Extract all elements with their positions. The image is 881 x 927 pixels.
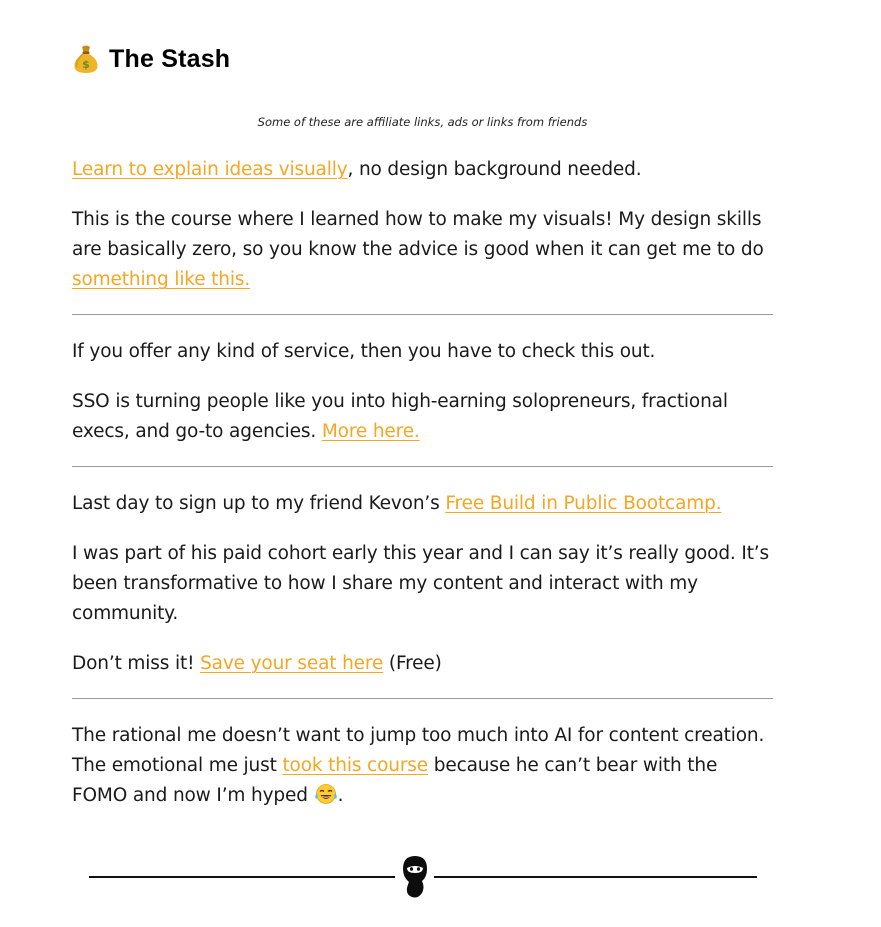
section-title-text: The Stash — [109, 44, 231, 73]
offer-3-cta — [72, 649, 777, 679]
learn-visual-ideas-link[interactable]: Learn to explain ideas visually — [72, 159, 348, 180]
ninja-mask-icon — [400, 855, 430, 899]
offer-1-lead-text: , no design background needed. — [347, 159, 642, 180]
offer-1-body — [72, 205, 777, 295]
offer-3-cta-suffix: (Free) — [383, 653, 442, 674]
offer-4-text-before: The rational me doesn’t want to jump too much into AI for content creation. The emotional me just — [72, 725, 765, 776]
offer-4-body — [72, 721, 777, 811]
section-title — [72, 44, 230, 74]
divider — [72, 314, 773, 315]
offer-3-body: I was part of his paid cohort early this year and I can say it’s really good. It’s been transformative to how I share my content and interact with my community. — [72, 543, 770, 624]
offer-3-lead — [72, 489, 777, 519]
something-like-this-link[interactable]: something like this. — [72, 269, 251, 290]
offer-3-cta-text: Don’t miss it! — [72, 653, 201, 674]
save-seat-link[interactable]: Save your seat here — [200, 653, 384, 674]
money-bag-icon — [72, 44, 100, 74]
footer-line-right — [434, 876, 757, 878]
footer-line-left — [89, 876, 395, 878]
offer-4-text-after: because he can’t bear with the FOMO and now I’m hyped — [72, 755, 718, 806]
offer-1-lead — [72, 155, 777, 185]
laughing-tears-emoji-icon — [314, 783, 338, 805]
affiliate-disclaimer: Some of these are affiliate links, ads or links from friends — [257, 115, 588, 129]
bootcamp-link[interactable]: Free Build in Public Bootcamp. — [445, 493, 722, 514]
offer-2-body-text: SSO is turning people like you into high-earning solopreneurs, fractional execs, and go-to agencies. — [72, 391, 728, 442]
offer-1-body-text: This is the course where I learned how to make my visuals! My design skills are basically zero, so you know the advice is good when it can get me to do — [72, 209, 764, 260]
divider — [72, 698, 773, 699]
offer-2-lead: If you offer any kind of service, then you have to check this out. — [72, 341, 656, 362]
divider — [72, 466, 773, 467]
took-this-course-link[interactable]: took this course — [282, 755, 429, 776]
svg-text:$: $ — [82, 58, 90, 71]
offer-3-lead-text: Last day to sign up to my friend Kevon’s — [72, 493, 446, 514]
more-here-link[interactable]: More here. — [321, 421, 420, 442]
offer-2-body — [72, 387, 777, 447]
offer-4-end: . — [337, 785, 344, 806]
